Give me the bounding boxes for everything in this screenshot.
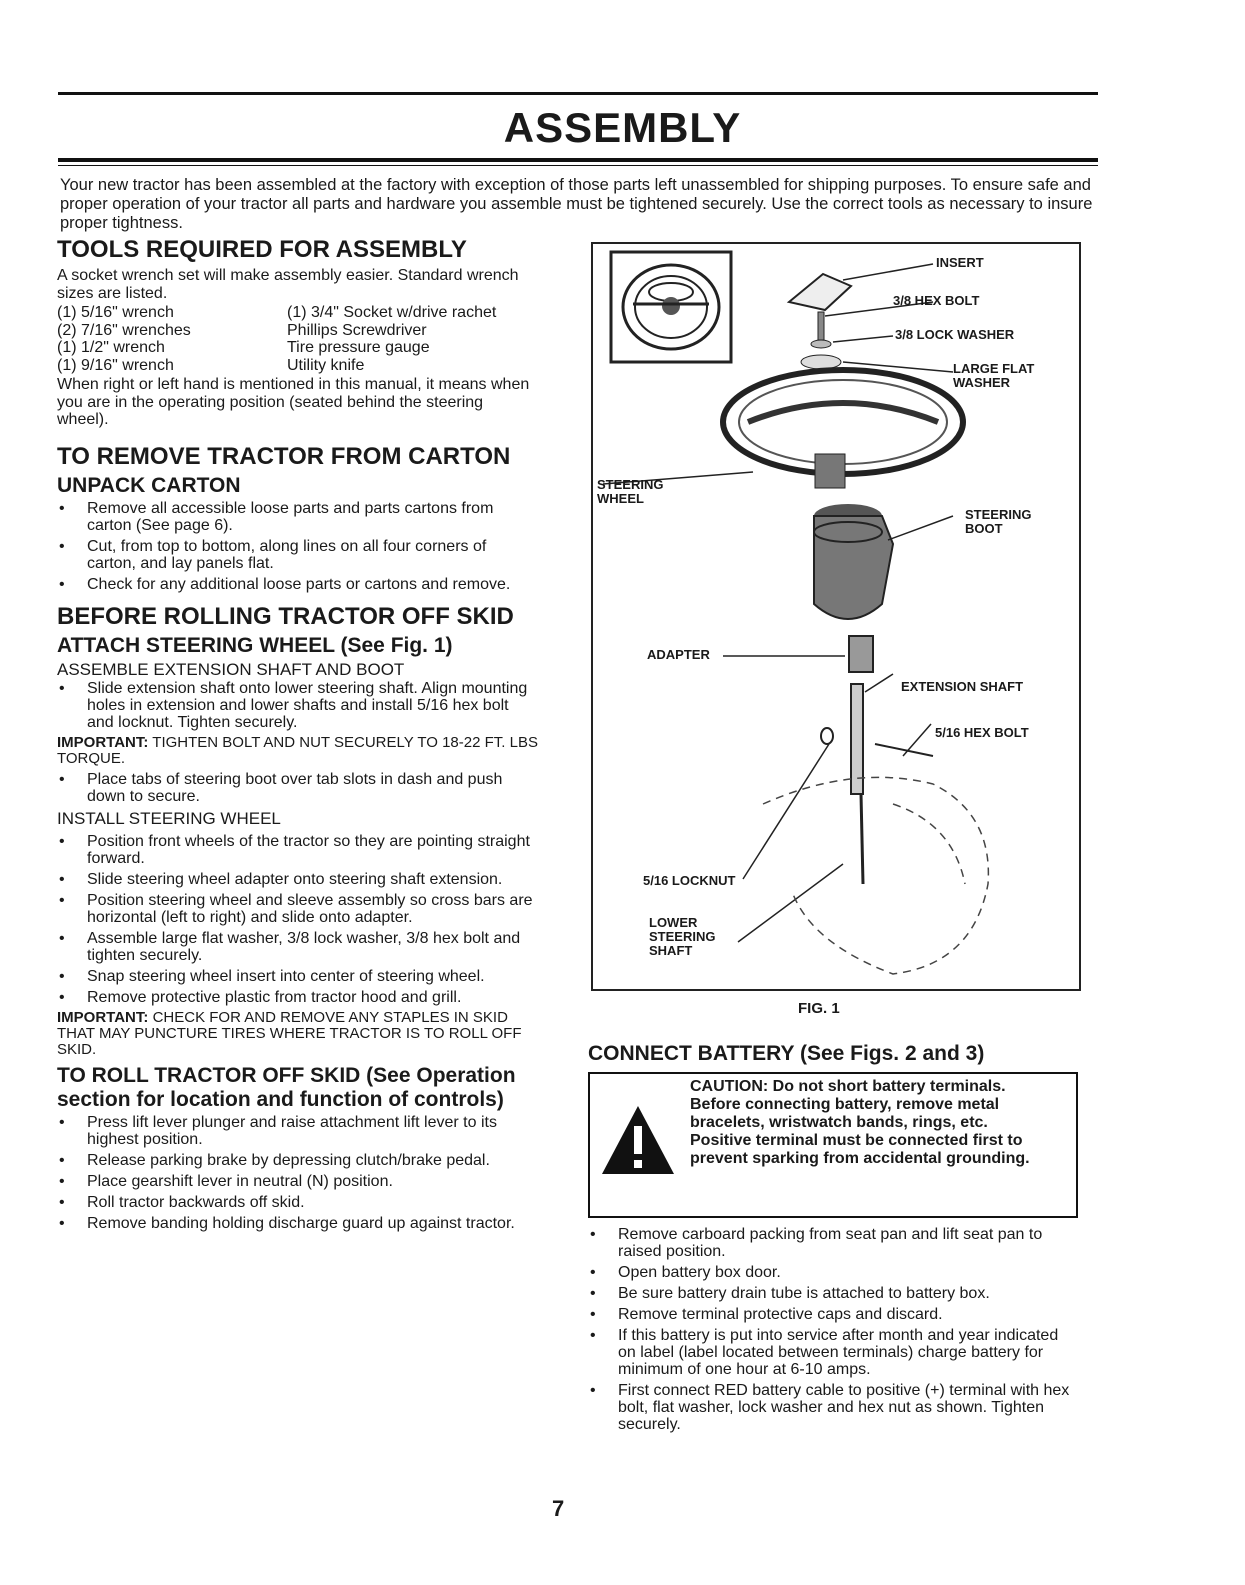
warning-icon [598, 1102, 678, 1182]
tools-text: A socket wrench set will make assembly easier. Standard wrench sizes are listed. [57, 267, 519, 302]
tool-item: (1) 9/16" wrench [57, 356, 174, 374]
list-item: • Position steering wheel and sleeve assembly so cross bars are horizontal (left to right) and slide onto adapter. [57, 892, 539, 926]
list-item: • Position front wheels of the tractor so they are pointing straight forward. [57, 833, 539, 867]
label-hex-bolt-516: 5/16 HEX BOLT [935, 725, 1029, 740]
list-item: • If this battery is put into service after month and year indicated on label (label located between terminals) charge battery for minimum of one hour at 6-10 amps. [588, 1327, 1078, 1378]
unpack-subheading: UNPACK CARTON [57, 473, 241, 497]
label-lock-washer-38: 3/8 LOCK WASHER [895, 327, 1015, 342]
label-lower-steering-shaft: LOWER STEERING SHAFT [649, 915, 716, 958]
remove-heading: TO REMOVE TRACTOR FROM CARTON [57, 442, 511, 470]
tool-item: (1) 3/4" Socket w/drive rachet [287, 304, 497, 321]
label-steering-boot: STEERING BOOT [965, 507, 1032, 536]
label-extension-shaft: EXTENSION SHAFT [901, 679, 1024, 694]
attach-steering-subheading: ATTACH STEERING WHEEL (See Fig. 1) [57, 633, 453, 657]
unpack-list [57, 500, 539, 593]
inset-wheel-icon [611, 252, 731, 362]
shaft-list [57, 680, 539, 731]
list-item: • Remove carboard packing from seat pan and lift seat pan to raised position. [588, 1226, 1078, 1260]
figure-caption: FIG. 1 [798, 1000, 840, 1017]
title-rule [58, 158, 1098, 162]
tool-item: (2) 7/16" wrenches [57, 321, 191, 339]
install-wheel-list [57, 833, 539, 1006]
assemble-shaft-subheading: ASSEMBLE EXTENSION SHAFT AND BOOT [57, 659, 405, 679]
roll-heading: TO ROLL TRACTOR OFF SKID (See Operation section for location and function of controls) [57, 1063, 516, 1111]
tool-item: Phillips Screwdriver [287, 321, 427, 339]
important-torque: IMPORTANT: TIGHTEN BOLT AND NUT SECURELY TO 18-22 FT. LBS TORQUE. [57, 733, 538, 767]
tool-item: (1) 5/16" wrench [57, 304, 174, 321]
tools-note: When right or left hand is mentioned in this manual, it means when you are in the operating position (seated behind the steering wheel). [57, 376, 530, 428]
list-item: • First connect RED battery cable to positive (+) terminal with hex bolt, flat washer, lock washer and hex nut as shown. Tighten securely. [588, 1382, 1078, 1433]
intro-paragraph: Your new tractor has been assembled at the factory with exception of those parts left unassembled for shipping purposes. To ensure safe and proper operation of your tractor all parts and hardware you assemble must be tightened securely. Use the correct tools as necessary to insure proper tightness. [60, 176, 1093, 232]
label-locknut-516: 5/16 LOCKNUT [643, 873, 736, 888]
page-title: ASSEMBLY [503, 104, 742, 151]
title-rule-thin [58, 165, 1098, 166]
page-number: 7 [552, 1496, 565, 1521]
tool-item: (1) 1/2" wrench [57, 339, 165, 356]
list-item: • Remove all accessible loose parts and parts cartons from carton (See page 6). [57, 500, 539, 534]
list-item: • Release parking brake by depressing clutch/brake pedal. [57, 1152, 539, 1169]
list-item: • Remove terminal protective caps and discard. [588, 1306, 1078, 1323]
list-item: • Remove banding holding discharge guard up against tractor. [57, 1215, 539, 1232]
boot-list [57, 771, 539, 805]
before-heading: BEFORE ROLLING TRACTOR OFF SKID [57, 602, 514, 630]
list-item: • Be sure battery drain tube is attached to battery box. [588, 1285, 1078, 1302]
list-item: • Remove protective plastic from tractor hood and grill. [57, 989, 539, 1006]
label-steering-wheel: STEERING WHEEL [597, 477, 664, 506]
battery-heading: CONNECT BATTERY (See Figs. 2 and 3) [588, 1042, 985, 1065]
list-item: • Open battery box door. [588, 1264, 1078, 1281]
list-item: • Snap steering wheel insert into center of steering wheel. [57, 968, 539, 985]
list-item: • Roll tractor backwards off skid. [57, 1194, 539, 1211]
caution-line: CAUTION: Do not short battery terminals. Before connecting battery, remove metal bracelets, wristwatch bands, rings, etc. [690, 1078, 1006, 1131]
left-column [57, 236, 539, 1236]
list-item: • Assemble large flat washer, 3/8 lock washer, 3/8 hex bolt and tighten securely. [57, 930, 539, 964]
tools-list [57, 304, 539, 374]
list-item: • Check for any additional loose parts or cartons and remove. [57, 576, 539, 593]
list-item: • Slide steering wheel adapter onto steering shaft extension. [57, 871, 539, 888]
list-item: • Slide extension shaft onto lower steering shaft. Align mounting holes in extension and lower shafts and install 5/16 hex bolt and locknut. Tighten securely. [57, 680, 539, 731]
list-item: • Place gearshift lever in neutral (N) position. [57, 1173, 539, 1190]
figure-1 [591, 242, 1081, 991]
caution-line: Positive terminal must be connected first to prevent sparking from accidental grounding. [690, 1132, 1030, 1167]
battery-section [588, 1042, 1078, 1437]
tool-item: Utility knife [287, 356, 365, 374]
caution-box [588, 1072, 1078, 1218]
label-large-flat-washer: LARGE FLAT WASHER [953, 361, 1035, 390]
install-wheel-subheading: INSTALL STEERING WHEEL [57, 808, 281, 828]
label-insert: INSERT [936, 255, 984, 270]
tools-heading: TOOLS REQUIRED FOR ASSEMBLY [57, 236, 467, 263]
label-adapter: ADAPTER [647, 647, 710, 662]
important-staples: IMPORTANT: CHECK FOR AND REMOVE ANY STAPLES IN SKID THAT MAY PUNCTURE TIRES WHERE TRACTOR IS TO ROLL OFF SKID. [57, 1008, 522, 1058]
list-item: • Cut, from top to bottom, along lines on all four corners of carton, and lay panels flat. [57, 538, 539, 572]
label-hex-bolt-38: 3/8 HEX BOLT [893, 293, 980, 308]
battery-list [588, 1226, 1078, 1433]
caution-text [690, 1078, 1060, 1168]
top-rule [58, 92, 1098, 95]
tool-item: Tire pressure gauge [287, 339, 430, 356]
list-item: • Place tabs of steering boot over tab slots in dash and push down to secure. [57, 771, 539, 805]
list-item: • Press lift lever plunger and raise attachment lift lever to its highest position. [57, 1114, 539, 1148]
roll-list [57, 1114, 539, 1232]
